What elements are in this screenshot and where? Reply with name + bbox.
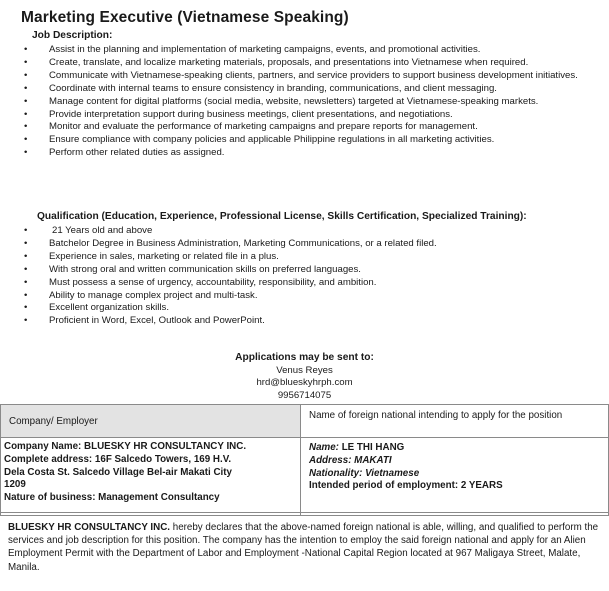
applicant-name: Name: LE THI HANG — [309, 442, 405, 453]
company-details-cell — [1, 438, 301, 516]
company-address-line: 1209 — [4, 479, 26, 491]
company-address-line: Dela Costa St. Salcedo Village Bel-air Makati City — [4, 466, 232, 478]
bullet-icon: • — [24, 56, 28, 68]
bullet-icon: • — [24, 250, 28, 262]
list-item: • Assist in the planning and implementation of marketing campaigns, events, and promotional activities. — [24, 44, 481, 55]
list-item: • Must possess a sense of urgency, accountability, responsibility, and ambition. — [24, 276, 377, 288]
job-description-list — [24, 44, 609, 160]
declaration-company: BLUESKY HR CONSULTANCY INC. — [8, 522, 171, 533]
list-item: • With strong oral and written communication skills on preferred languages. — [24, 263, 361, 275]
bullet-icon: • — [24, 237, 28, 249]
applications-heading: Applications may be sent to: — [235, 352, 374, 363]
contact-email: hrd@blueskyhrph.com — [256, 377, 353, 389]
bullet-icon: • — [24, 95, 28, 107]
list-item: • Ensure compliance with company policies and applicable Philippine regulations in all marketing activities. — [24, 134, 495, 146]
declaration-text: hereby declares that the above-named foreign national is able, willing, and qualified to perform the services and job description for this position. The company has the intention to employ the said foreign national and apply for an Alien Employment Permit with the Department of Labor and Employment -National Capital Region located at 967 Maligaya Street, Malate, Manila. — [8, 522, 599, 573]
company-employer-header: Company/ Employer — [1, 405, 301, 438]
bullet-icon: • — [24, 147, 28, 159]
applicant-nationality: Nationality: Vietnamese — [309, 467, 420, 479]
job-description-heading: Job Description: — [32, 30, 113, 41]
list-item: • Batchelor Degree in Business Administration, Marketing Communications, or a related filed. — [24, 237, 437, 249]
foreign-national-header: Name of foreign national intending to apply for the position — [301, 405, 609, 438]
list-item: • Excellent organization skills. — [24, 302, 169, 314]
page-title: Marketing Executive (Vietnamese Speaking) — [21, 9, 349, 26]
contact-name: Venus Reyes — [276, 364, 333, 376]
list-item: • Experience in sales, marketing or related file in a plus. — [24, 250, 279, 262]
list-item: • Manage content for digital platforms (social media, website, newsletters) targeted at Vietnamese-speaking markets. — [24, 95, 539, 107]
company-address-line: Complete address: 16F Salcedo Towers, 169 H.V. — [4, 453, 232, 465]
list-item: • Communicate with Vietnamese-speaking clients, partners, and service providers to support business development initiatives. — [24, 69, 578, 81]
list-item: • Perform other related duties as assigned. — [24, 147, 225, 159]
list-item: • 21 Years old and above — [24, 225, 153, 236]
bullet-icon: • — [24, 82, 28, 94]
bullet-icon: • — [24, 108, 28, 120]
list-item: • Ability to manage complex project and multi-task. — [24, 289, 258, 301]
table-row — [1, 438, 609, 516]
employer-applicant-table — [0, 404, 609, 516]
bullet-icon: • — [24, 315, 28, 327]
list-item: • Provide interpretation support during business meetings, client presentations, and negotiations. — [24, 108, 453, 120]
list-item: • Proficient in Word, Excel, Outlook and PowerPoint. — [24, 315, 265, 327]
contact-phone: 9956714075 — [277, 389, 332, 401]
qualification-list — [24, 225, 589, 328]
bullet-icon: • — [24, 302, 28, 314]
list-item: • Coordinate with internal teams to ensure consistency in branding, communications, and client messaging. — [24, 82, 497, 94]
bullet-icon: • — [24, 44, 28, 55]
list-item: • Monitor and evaluate the performance of marketing campaigns and prepare reports for management. — [24, 121, 478, 133]
nature-of-business: Nature of business: Management Consultancy — [4, 492, 220, 504]
declaration-paragraph — [0, 512, 609, 591]
employment-period: Intended period of employment: 2 YEARS — [309, 480, 503, 492]
bullet-icon: • — [24, 69, 28, 81]
table-row — [1, 405, 609, 438]
applicant-details-cell — [301, 438, 609, 516]
applicant-address: Address: MAKATI — [309, 454, 392, 466]
qualification-heading: Qualification (Education, Experience, Professional License, Skills Certification, Specialized Training): — [37, 211, 527, 222]
bullet-icon: • — [24, 134, 28, 146]
bullet-icon: • — [24, 263, 28, 275]
applications-block — [0, 352, 609, 402]
company-name: Company Name: BLUESKY HR CONSULTANCY INC. — [4, 441, 247, 452]
bullet-icon: • — [24, 121, 28, 133]
list-item: • Create, translate, and localize marketing materials, proposals, and presentations into Vietnamese when required. — [24, 56, 529, 68]
bullet-icon: • — [24, 276, 28, 288]
bullet-icon: • — [24, 225, 28, 236]
bullet-icon: • — [24, 289, 28, 301]
